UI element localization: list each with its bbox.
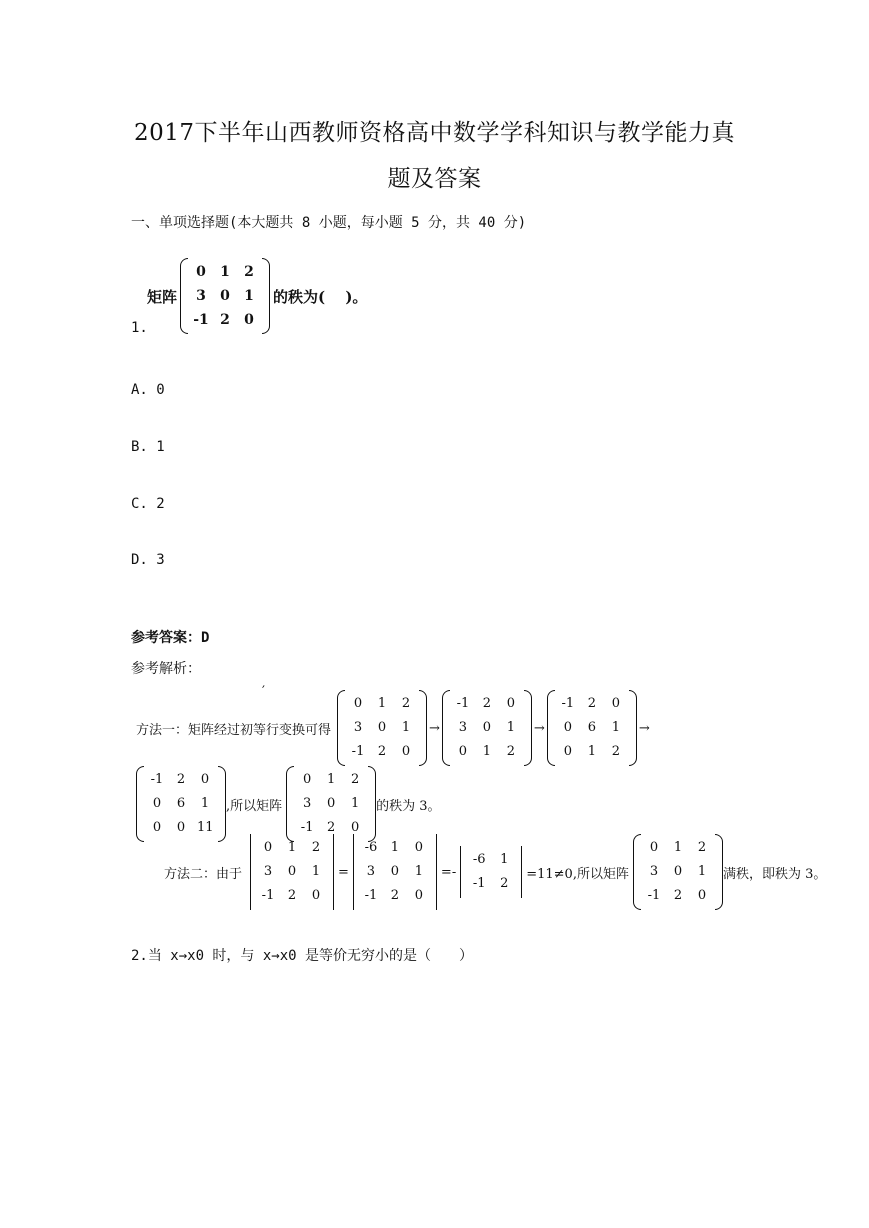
matrix-a: 0 1 2 3 0 1 -1 2 0 — [337, 690, 427, 766]
equals-sign: = — [338, 864, 349, 880]
question-1-stem — [147, 258, 367, 334]
matrix-b: -1 2 0 3 0 1 0 1 2 — [442, 690, 532, 766]
method-2-prefix: 方法二：由于 — [164, 866, 243, 882]
method-1-row-1 — [136, 690, 652, 766]
matrix-c: -1 2 0 0 6 1 0 1 2 — [547, 690, 637, 766]
analysis-label: 参考解析： — [131, 661, 201, 677]
method-2-mid: =11≠0,所以矩阵 — [526, 866, 629, 882]
matrix-full-rank: 0 1 2 3 0 1 -1 2 0 — [633, 834, 723, 910]
question-1-matrix: 0 1 2 3 0 1 -1 2 0 — [180, 258, 270, 334]
document-title-line-2: 题及答案 — [387, 166, 482, 192]
method-2-row — [164, 834, 826, 910]
option-d[interactable]: D. 3 — [131, 552, 165, 568]
answer-label: 参考答案：D — [131, 630, 210, 646]
method-1-mid: ,所以矩阵 — [226, 798, 283, 814]
question-1-suffix: 的秩为( )。 — [273, 287, 368, 306]
determinant-b: -6 1 0 3 0 1 -1 2 0 — [349, 834, 441, 910]
equals-negative: =- — [440, 864, 457, 880]
document-title-line-1: 2017下半年山西教师资格高中数学学科知识与教学能力真 — [133, 120, 736, 146]
determinant-c: -6 1 -1 2 — [456, 846, 526, 898]
determinant-a: 0 1 2 3 0 1 -1 2 0 — [246, 834, 338, 910]
matrix-original: 0 1 2 3 0 1 -1 2 0 — [286, 766, 376, 842]
method-1-row-2 — [136, 766, 441, 842]
option-c[interactable]: C. 2 — [131, 496, 165, 512]
method-1-end: 的秩为 3。 — [376, 798, 441, 814]
method-2-end: 满秩，即秩为 3。 — [722, 866, 827, 882]
arrow-icon: → — [429, 720, 440, 736]
method-1-prefix: 方法一：矩阵经过初等行变换可得 — [136, 722, 332, 738]
question-1-number: 1. — [131, 320, 148, 336]
option-a[interactable]: A. 0 — [131, 382, 165, 398]
tick-mark: ′ — [262, 684, 265, 699]
matrix-d: -1 2 0 0 6 1 0 0 11 — [136, 766, 226, 842]
arrow-icon: → — [533, 720, 545, 736]
arrow-icon: → — [638, 720, 650, 736]
question-2-text: 2.当 x→x0 时，与 x→x0 是等价无穷小的是（ ） — [131, 948, 474, 964]
section-heading: 一、单项选择题(本大题共 8 小题，每小题 5 分，共 40 分) — [131, 215, 527, 231]
option-b[interactable]: B. 1 — [131, 439, 165, 455]
question-1-prefix: 矩阵 — [147, 287, 178, 306]
